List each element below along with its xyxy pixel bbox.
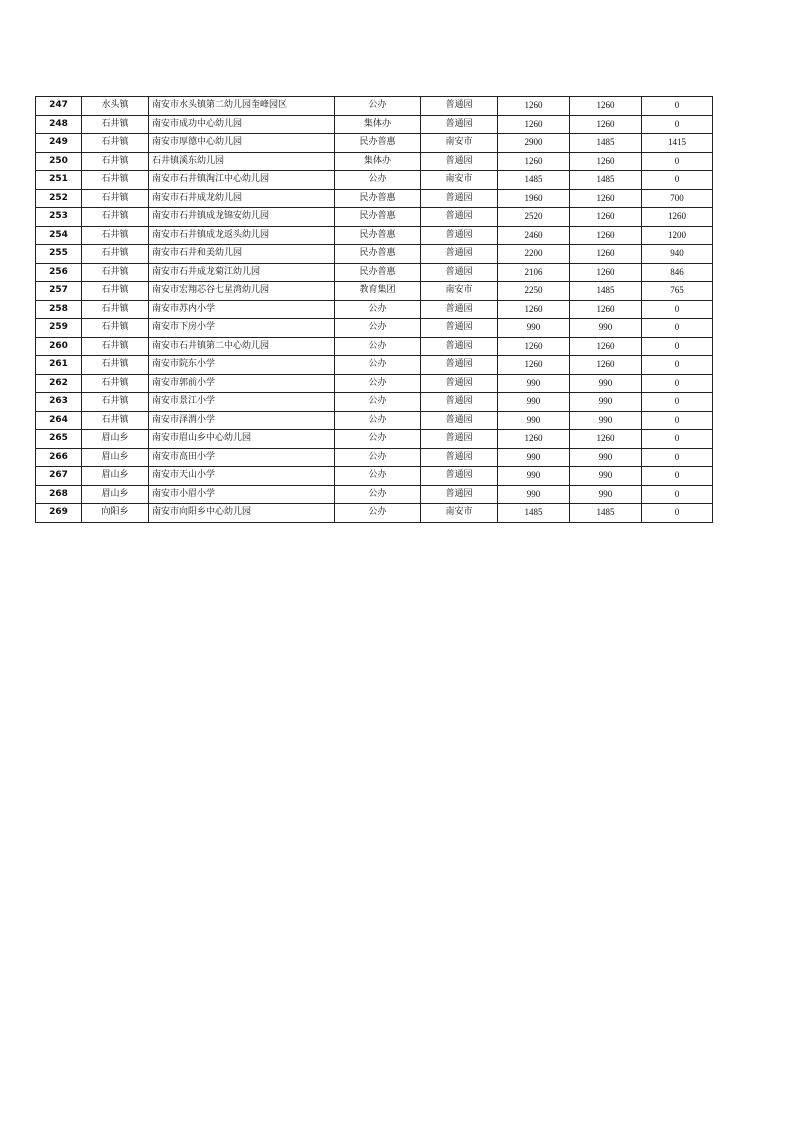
difference-cell: 1260	[642, 208, 713, 227]
school-name-cell: 南安市小眉小学	[149, 485, 335, 504]
school-type-cell: 民办普惠	[335, 134, 421, 153]
difference-cell: 0	[642, 337, 713, 356]
fee-cell: 2250	[498, 282, 570, 301]
fee-cell: 2520	[498, 208, 570, 227]
town-cell: 石井镇	[82, 152, 149, 171]
grade-level-cell: 普通园	[421, 467, 498, 486]
difference-cell: 0	[642, 485, 713, 504]
standard-fee-cell: 1260	[570, 97, 642, 116]
standard-fee-cell: 1260	[570, 430, 642, 449]
school-type-cell: 公办	[335, 430, 421, 449]
row-number-cell: 260	[36, 337, 82, 356]
school-name-cell: 南安市院东小学	[149, 356, 335, 375]
table-row	[36, 393, 713, 412]
table-body	[36, 97, 713, 523]
school-name-cell: 南安市成功中心幼儿园	[149, 115, 335, 134]
grade-level-cell: 普通园	[421, 189, 498, 208]
table-row	[36, 115, 713, 134]
table-row	[36, 152, 713, 171]
row-number-cell: 266	[36, 448, 82, 467]
school-name-cell: 南安市石井成龙菊江幼儿园	[149, 263, 335, 282]
fee-cell: 1260	[498, 356, 570, 375]
table-row	[36, 300, 713, 319]
standard-fee-cell: 990	[570, 448, 642, 467]
grade-level-cell: 普通园	[421, 208, 498, 227]
row-number-cell: 268	[36, 485, 82, 504]
row-number-cell: 251	[36, 171, 82, 190]
table-row	[36, 448, 713, 467]
standard-fee-cell: 1485	[570, 504, 642, 523]
table-row	[36, 374, 713, 393]
table-row	[36, 245, 713, 264]
standard-fee-cell: 990	[570, 467, 642, 486]
school-type-cell: 公办	[335, 485, 421, 504]
fee-cell: 2900	[498, 134, 570, 153]
fee-cell: 1260	[498, 300, 570, 319]
difference-cell: 1415	[642, 134, 713, 153]
difference-cell: 0	[642, 430, 713, 449]
row-number-cell: 247	[36, 97, 82, 116]
grade-level-cell: 普通园	[421, 263, 498, 282]
school-type-cell: 公办	[335, 319, 421, 338]
standard-fee-cell: 990	[570, 411, 642, 430]
grade-level-cell: 普通园	[421, 97, 498, 116]
table-row	[36, 208, 713, 227]
table-row	[36, 171, 713, 190]
school-type-cell: 公办	[335, 411, 421, 430]
school-type-cell: 民办普惠	[335, 263, 421, 282]
grade-level-cell: 南安市	[421, 282, 498, 301]
school-name-cell: 南安市水头镇第二幼儿园奎峰园区	[149, 97, 335, 116]
fee-cell: 1260	[498, 337, 570, 356]
school-type-cell: 集体办	[335, 115, 421, 134]
fee-cell: 1260	[498, 152, 570, 171]
town-cell: 眉山乡	[82, 430, 149, 449]
row-number-cell: 265	[36, 430, 82, 449]
difference-cell: 0	[642, 97, 713, 116]
difference-cell: 940	[642, 245, 713, 264]
standard-fee-cell: 990	[570, 374, 642, 393]
school-type-cell: 公办	[335, 448, 421, 467]
row-number-cell: 253	[36, 208, 82, 227]
town-cell: 石井镇	[82, 208, 149, 227]
table-row	[36, 485, 713, 504]
row-number-cell: 262	[36, 374, 82, 393]
school-name-cell: 南安市石井镇第二中心幼儿园	[149, 337, 335, 356]
fee-cell: 1485	[498, 171, 570, 190]
town-cell: 石井镇	[82, 282, 149, 301]
grade-level-cell: 普通园	[421, 448, 498, 467]
fee-cell: 1960	[498, 189, 570, 208]
school-type-cell: 教育集团	[335, 282, 421, 301]
school-type-cell: 公办	[335, 374, 421, 393]
standard-fee-cell: 1260	[570, 263, 642, 282]
grade-level-cell: 普通园	[421, 337, 498, 356]
difference-cell: 846	[642, 263, 713, 282]
grade-level-cell: 普通园	[421, 319, 498, 338]
standard-fee-cell: 1260	[570, 115, 642, 134]
difference-cell: 0	[642, 504, 713, 523]
grade-level-cell: 普通园	[421, 356, 498, 375]
town-cell: 石井镇	[82, 263, 149, 282]
row-number-cell: 255	[36, 245, 82, 264]
standard-fee-cell: 990	[570, 485, 642, 504]
school-name-cell: 南安市下房小学	[149, 319, 335, 338]
town-cell: 石井镇	[82, 189, 149, 208]
standard-fee-cell: 1260	[570, 189, 642, 208]
school-type-cell: 公办	[335, 504, 421, 523]
table-row	[36, 226, 713, 245]
school-name-cell: 南安市石井和美幼儿园	[149, 245, 335, 264]
grade-level-cell: 南安市	[421, 134, 498, 153]
fee-cell: 990	[498, 448, 570, 467]
table-row	[36, 337, 713, 356]
town-cell: 石井镇	[82, 374, 149, 393]
standard-fee-cell: 1260	[570, 152, 642, 171]
fee-cell: 2200	[498, 245, 570, 264]
school-type-cell: 民办普惠	[335, 245, 421, 264]
row-number-cell: 258	[36, 300, 82, 319]
school-name-cell: 南安市石井镇成龙锦安幼儿园	[149, 208, 335, 227]
difference-cell: 0	[642, 374, 713, 393]
town-cell: 眉山乡	[82, 485, 149, 504]
difference-cell: 0	[642, 467, 713, 486]
row-number-cell: 248	[36, 115, 82, 134]
grade-level-cell: 普通园	[421, 374, 498, 393]
school-name-cell: 南安市景江小学	[149, 393, 335, 412]
standard-fee-cell: 990	[570, 393, 642, 412]
table-row	[36, 282, 713, 301]
difference-cell: 0	[642, 393, 713, 412]
row-number-cell: 252	[36, 189, 82, 208]
standard-fee-cell: 1485	[570, 171, 642, 190]
standard-fee-cell: 1260	[570, 300, 642, 319]
fee-table-sheet	[35, 96, 712, 523]
difference-cell: 765	[642, 282, 713, 301]
grade-level-cell: 普通园	[421, 245, 498, 264]
row-number-cell: 267	[36, 467, 82, 486]
school-name-cell: 南安市天山小学	[149, 467, 335, 486]
grade-level-cell: 普通园	[421, 300, 498, 319]
school-name-cell: 南安市石井成龙幼儿园	[149, 189, 335, 208]
row-number-cell: 269	[36, 504, 82, 523]
fee-cell: 2106	[498, 263, 570, 282]
standard-fee-cell: 1260	[570, 226, 642, 245]
fee-cell: 990	[498, 393, 570, 412]
school-name-cell: 南安市高田小学	[149, 448, 335, 467]
row-number-cell: 254	[36, 226, 82, 245]
school-name-cell: 南安市石井镇成龙返头幼儿园	[149, 226, 335, 245]
school-type-cell: 公办	[335, 300, 421, 319]
school-type-cell: 公办	[335, 467, 421, 486]
difference-cell: 0	[642, 152, 713, 171]
table-row	[36, 467, 713, 486]
table-row	[36, 134, 713, 153]
grade-level-cell: 南安市	[421, 171, 498, 190]
fee-cell: 990	[498, 319, 570, 338]
fee-cell: 1260	[498, 430, 570, 449]
town-cell: 石井镇	[82, 134, 149, 153]
table-row	[36, 356, 713, 375]
table-row	[36, 97, 713, 116]
grade-level-cell: 普通园	[421, 485, 498, 504]
school-type-cell: 公办	[335, 97, 421, 116]
grade-level-cell: 普通园	[421, 430, 498, 449]
school-name-cell: 南安市宏翔芯谷七星湾幼儿园	[149, 282, 335, 301]
kindergarten-fee-table	[35, 96, 713, 523]
standard-fee-cell: 1260	[570, 356, 642, 375]
standard-fee-cell: 1260	[570, 245, 642, 264]
table-row	[36, 430, 713, 449]
school-type-cell: 民办普惠	[335, 226, 421, 245]
row-number-cell: 261	[36, 356, 82, 375]
school-type-cell: 公办	[335, 337, 421, 356]
difference-cell: 0	[642, 115, 713, 134]
difference-cell: 1200	[642, 226, 713, 245]
row-number-cell: 264	[36, 411, 82, 430]
fee-cell: 990	[498, 485, 570, 504]
school-name-cell: 南安市向阳乡中心幼儿园	[149, 504, 335, 523]
school-type-cell: 集体办	[335, 152, 421, 171]
difference-cell: 0	[642, 300, 713, 319]
town-cell: 石井镇	[82, 171, 149, 190]
grade-level-cell: 普通园	[421, 152, 498, 171]
grade-level-cell: 普通园	[421, 115, 498, 134]
fee-cell: 1260	[498, 97, 570, 116]
difference-cell: 0	[642, 171, 713, 190]
standard-fee-cell: 1485	[570, 134, 642, 153]
school-name-cell: 南安市泽渭小学	[149, 411, 335, 430]
row-number-cell: 256	[36, 263, 82, 282]
town-cell: 石井镇	[82, 393, 149, 412]
town-cell: 石井镇	[82, 300, 149, 319]
table-row	[36, 189, 713, 208]
school-name-cell: 石井镇溪东幼儿园	[149, 152, 335, 171]
grade-level-cell: 普通园	[421, 226, 498, 245]
fee-cell: 990	[498, 374, 570, 393]
school-type-cell: 公办	[335, 393, 421, 412]
fee-cell: 990	[498, 467, 570, 486]
school-name-cell: 南安市苏内小学	[149, 300, 335, 319]
table-row	[36, 319, 713, 338]
town-cell: 石井镇	[82, 319, 149, 338]
standard-fee-cell: 1260	[570, 337, 642, 356]
town-cell: 眉山乡	[82, 467, 149, 486]
fee-cell: 1260	[498, 115, 570, 134]
town-cell: 石井镇	[82, 337, 149, 356]
town-cell: 向阳乡	[82, 504, 149, 523]
difference-cell: 0	[642, 356, 713, 375]
row-number-cell: 263	[36, 393, 82, 412]
school-name-cell: 南安市眉山乡中心幼儿园	[149, 430, 335, 449]
school-type-cell: 公办	[335, 171, 421, 190]
town-cell: 石井镇	[82, 411, 149, 430]
difference-cell: 0	[642, 319, 713, 338]
row-number-cell: 249	[36, 134, 82, 153]
table-row	[36, 411, 713, 430]
standard-fee-cell: 1485	[570, 282, 642, 301]
town-cell: 石井镇	[82, 245, 149, 264]
difference-cell: 700	[642, 189, 713, 208]
town-cell: 石井镇	[82, 226, 149, 245]
row-number-cell: 259	[36, 319, 82, 338]
row-number-cell: 250	[36, 152, 82, 171]
school-type-cell: 民办普惠	[335, 189, 421, 208]
difference-cell: 0	[642, 411, 713, 430]
grade-level-cell: 普通园	[421, 393, 498, 412]
school-name-cell: 南安市厚德中心幼儿园	[149, 134, 335, 153]
grade-level-cell: 南安市	[421, 504, 498, 523]
grade-level-cell: 普通园	[421, 411, 498, 430]
standard-fee-cell: 990	[570, 319, 642, 338]
school-name-cell: 南安市石井镇淘江中心幼儿园	[149, 171, 335, 190]
standard-fee-cell: 1260	[570, 208, 642, 227]
row-number-cell: 257	[36, 282, 82, 301]
town-cell: 水头镇	[82, 97, 149, 116]
fee-cell: 2460	[498, 226, 570, 245]
table-row	[36, 263, 713, 282]
school-name-cell: 南安市郭前小学	[149, 374, 335, 393]
fee-cell: 1485	[498, 504, 570, 523]
town-cell: 眉山乡	[82, 448, 149, 467]
difference-cell: 0	[642, 448, 713, 467]
fee-cell: 990	[498, 411, 570, 430]
town-cell: 石井镇	[82, 356, 149, 375]
school-type-cell: 民办普惠	[335, 208, 421, 227]
town-cell: 石井镇	[82, 115, 149, 134]
school-type-cell: 公办	[335, 356, 421, 375]
table-row	[36, 504, 713, 523]
